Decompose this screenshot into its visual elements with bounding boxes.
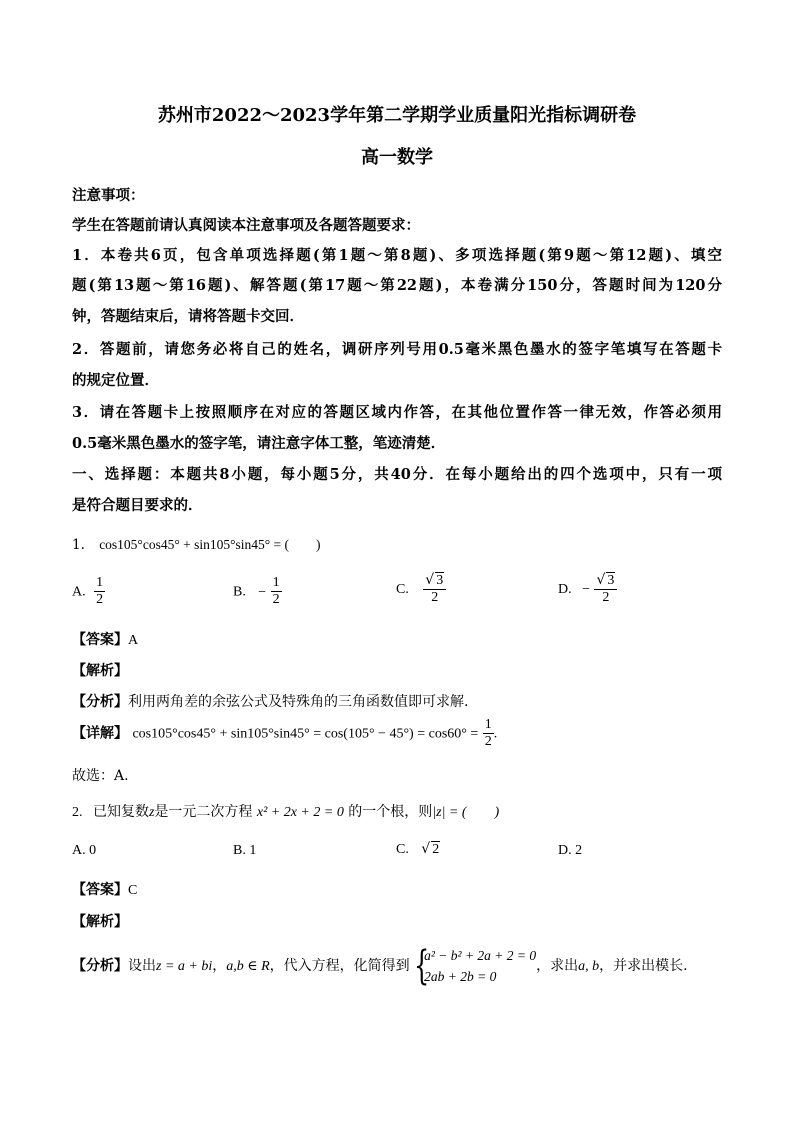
- q2-fenxi-e: ，并求出模长.: [599, 958, 688, 974]
- q1-option-b-label: B.: [233, 584, 246, 600]
- q1-option-b-num: 1: [272, 575, 280, 590]
- notice-item2-line1: 2．答题前，请您务必将自己的姓名，调研序列号用0.5毫米黑色墨水的签字笔填写在答题卡: [72, 341, 722, 358]
- q2-option-b: B. 1: [233, 843, 257, 858]
- q1-xiangjie-line: [72, 717, 497, 750]
- q2-option-a: A. 0: [72, 843, 97, 858]
- q2-number: 2.: [72, 805, 83, 820]
- exam-subtitle: 高一数学: [361, 147, 433, 168]
- q2-fenxi-eq: z = a + bi: [156, 959, 213, 974]
- q1-answer-tag: 【答案】: [72, 632, 128, 648]
- left-brace-icon: {: [414, 943, 430, 989]
- q1-option-d: [558, 572, 617, 606]
- q1-option-a-label: A.: [72, 584, 86, 600]
- q1-option-d-frac: [594, 572, 617, 606]
- q1-option-d-label: D.: [558, 582, 572, 597]
- q1-option-b-den: 2: [272, 592, 280, 607]
- q1-xiangjie: cos105°cos45° + sin105°sin45° = cos(105° − 45°) = cos60° =: [132, 726, 479, 742]
- q2-equation-system: [414, 945, 536, 987]
- q1-xiangjie-frac: [483, 717, 494, 750]
- q2-stem-b: 是一元二次方程: [154, 804, 253, 820]
- q2-answer-tag: 【答案】: [72, 882, 128, 898]
- q1-option-b-frac: [271, 575, 282, 608]
- q1-answer: A: [128, 633, 139, 648]
- q2-equation: x² + 2x + 2 = 0: [256, 805, 344, 820]
- notice-item1-line1: 1．本卷共6页，包含单项选择题(第1题～第8题)、多项选择题(第9题～第12题)、填空: [72, 247, 722, 264]
- q2-option-c-radicand: 2: [432, 842, 440, 857]
- q1-option-d-radicand: 3: [607, 573, 615, 588]
- q2-stem-c: 的一个根，则: [348, 804, 433, 820]
- q2-modulus: |z| = ( ): [432, 805, 500, 820]
- q1-stem: cos105°cos45° + sin105°sin45° = ( ): [99, 537, 321, 552]
- q1-xiangjie-num: 1: [484, 717, 492, 732]
- q2-system-line2: 2ab + 2b = 0: [424, 969, 497, 984]
- q2-fenxi-line: [72, 945, 688, 987]
- q1-option-c: [396, 572, 446, 606]
- exam-title: 苏州市2022～2023学年第二学期学业质量阳光指标调研卷: [157, 105, 637, 126]
- section1-line2: 是符合题目要求的．: [72, 497, 203, 514]
- q2-fenxi-c: ，代入方程，化简得到: [269, 958, 410, 974]
- q1-fenxi-line: [72, 691, 468, 711]
- q1-option-b: [233, 575, 282, 608]
- notice-item3-line2: 0.5毫米黑色墨水的签字笔，请注意字体工整，笔迹清楚．: [72, 435, 446, 452]
- notice-item2-line2: 的规定位置．: [72, 372, 159, 389]
- notice-item1-line3: 钟，答题结束后，请将答题卡交回．: [72, 308, 304, 325]
- q1-fenxi-tag: 【分析】: [72, 694, 128, 710]
- q1-stem-line: [72, 533, 321, 553]
- notice-heading: 注意事项：: [72, 187, 145, 204]
- section1-line1: 一、选择题：本题共8小题，每小题5分，共40分．在每小题给出的四个选项中，只有一项: [72, 466, 722, 483]
- sqrt-icon: √: [596, 572, 606, 588]
- q2-fenxi-ab: a, b: [578, 959, 600, 974]
- notice-item3-line1: 3．请在答题卡上按照顺序在对应的答题区域内作答，在其他位置作答一律无效，作答必须用: [72, 404, 722, 421]
- q2-fenxi-d: ，求出: [536, 958, 579, 974]
- q2-fenxi-tag: 【分析】: [72, 958, 128, 974]
- q1-number: 1.: [72, 537, 85, 553]
- q1-analysis-tag: 【解析】: [72, 663, 128, 679]
- q1-option-c-den: 2: [431, 590, 439, 605]
- q2-option-d: D. 2: [558, 843, 583, 858]
- sqrt-icon: √: [425, 572, 435, 588]
- q1-option-c-radicand: 3: [436, 573, 444, 588]
- q2-fenxi-set: a,b ∈ R: [226, 959, 270, 974]
- q1-option-c-frac: [423, 572, 446, 606]
- q1-option-a: [72, 575, 105, 608]
- q1-answer-line: [72, 629, 138, 649]
- q2-answer: C: [128, 883, 138, 898]
- q1-conclusion: 故选：A.: [72, 768, 129, 784]
- q1-option-b-sign: −: [258, 584, 267, 600]
- q1-option-a-num: 1: [96, 575, 104, 590]
- q1-option-a-frac: [94, 575, 105, 608]
- q1-xiangjie-den: 2: [484, 734, 492, 749]
- q2-analysis-tag: 【解析】: [72, 914, 128, 930]
- notice-intro: 学生在答题前请认真阅读本注意事项及各题答题要求：: [72, 217, 420, 234]
- notice-item1-line2: 题(第13题～第16题)、解答题(第17题～第22题)，本卷满分150分，答题时间为120分: [72, 277, 722, 294]
- q2-stem-var: z: [148, 805, 155, 820]
- q2-system-line1: a² − b² + 2a + 2 = 0: [424, 948, 537, 963]
- q1-xiangjie-end: .: [493, 726, 498, 742]
- q1-option-d-den: 2: [602, 590, 610, 605]
- q1-option-a-den: 2: [96, 592, 104, 607]
- q2-fenxi-a: 设出: [128, 958, 156, 974]
- q1-xiangjie-tag: 【详解】: [72, 725, 128, 742]
- q1-option-c-label: C.: [396, 582, 409, 597]
- q2-option-c-label: C.: [396, 842, 409, 857]
- q2-option-c: [396, 841, 440, 858]
- q1-fenxi: 利用两角差的余弦公式及特殊角的三角函数值即可求解.: [128, 694, 469, 710]
- sqrt-icon: √: [421, 841, 431, 857]
- q2-fenxi-b: ，: [212, 958, 227, 974]
- q2-stem-line: [72, 801, 499, 821]
- q1-option-d-sign: −: [582, 582, 590, 597]
- q2-answer-line: [72, 879, 137, 899]
- q2-stem-a: 已知复数: [92, 804, 149, 820]
